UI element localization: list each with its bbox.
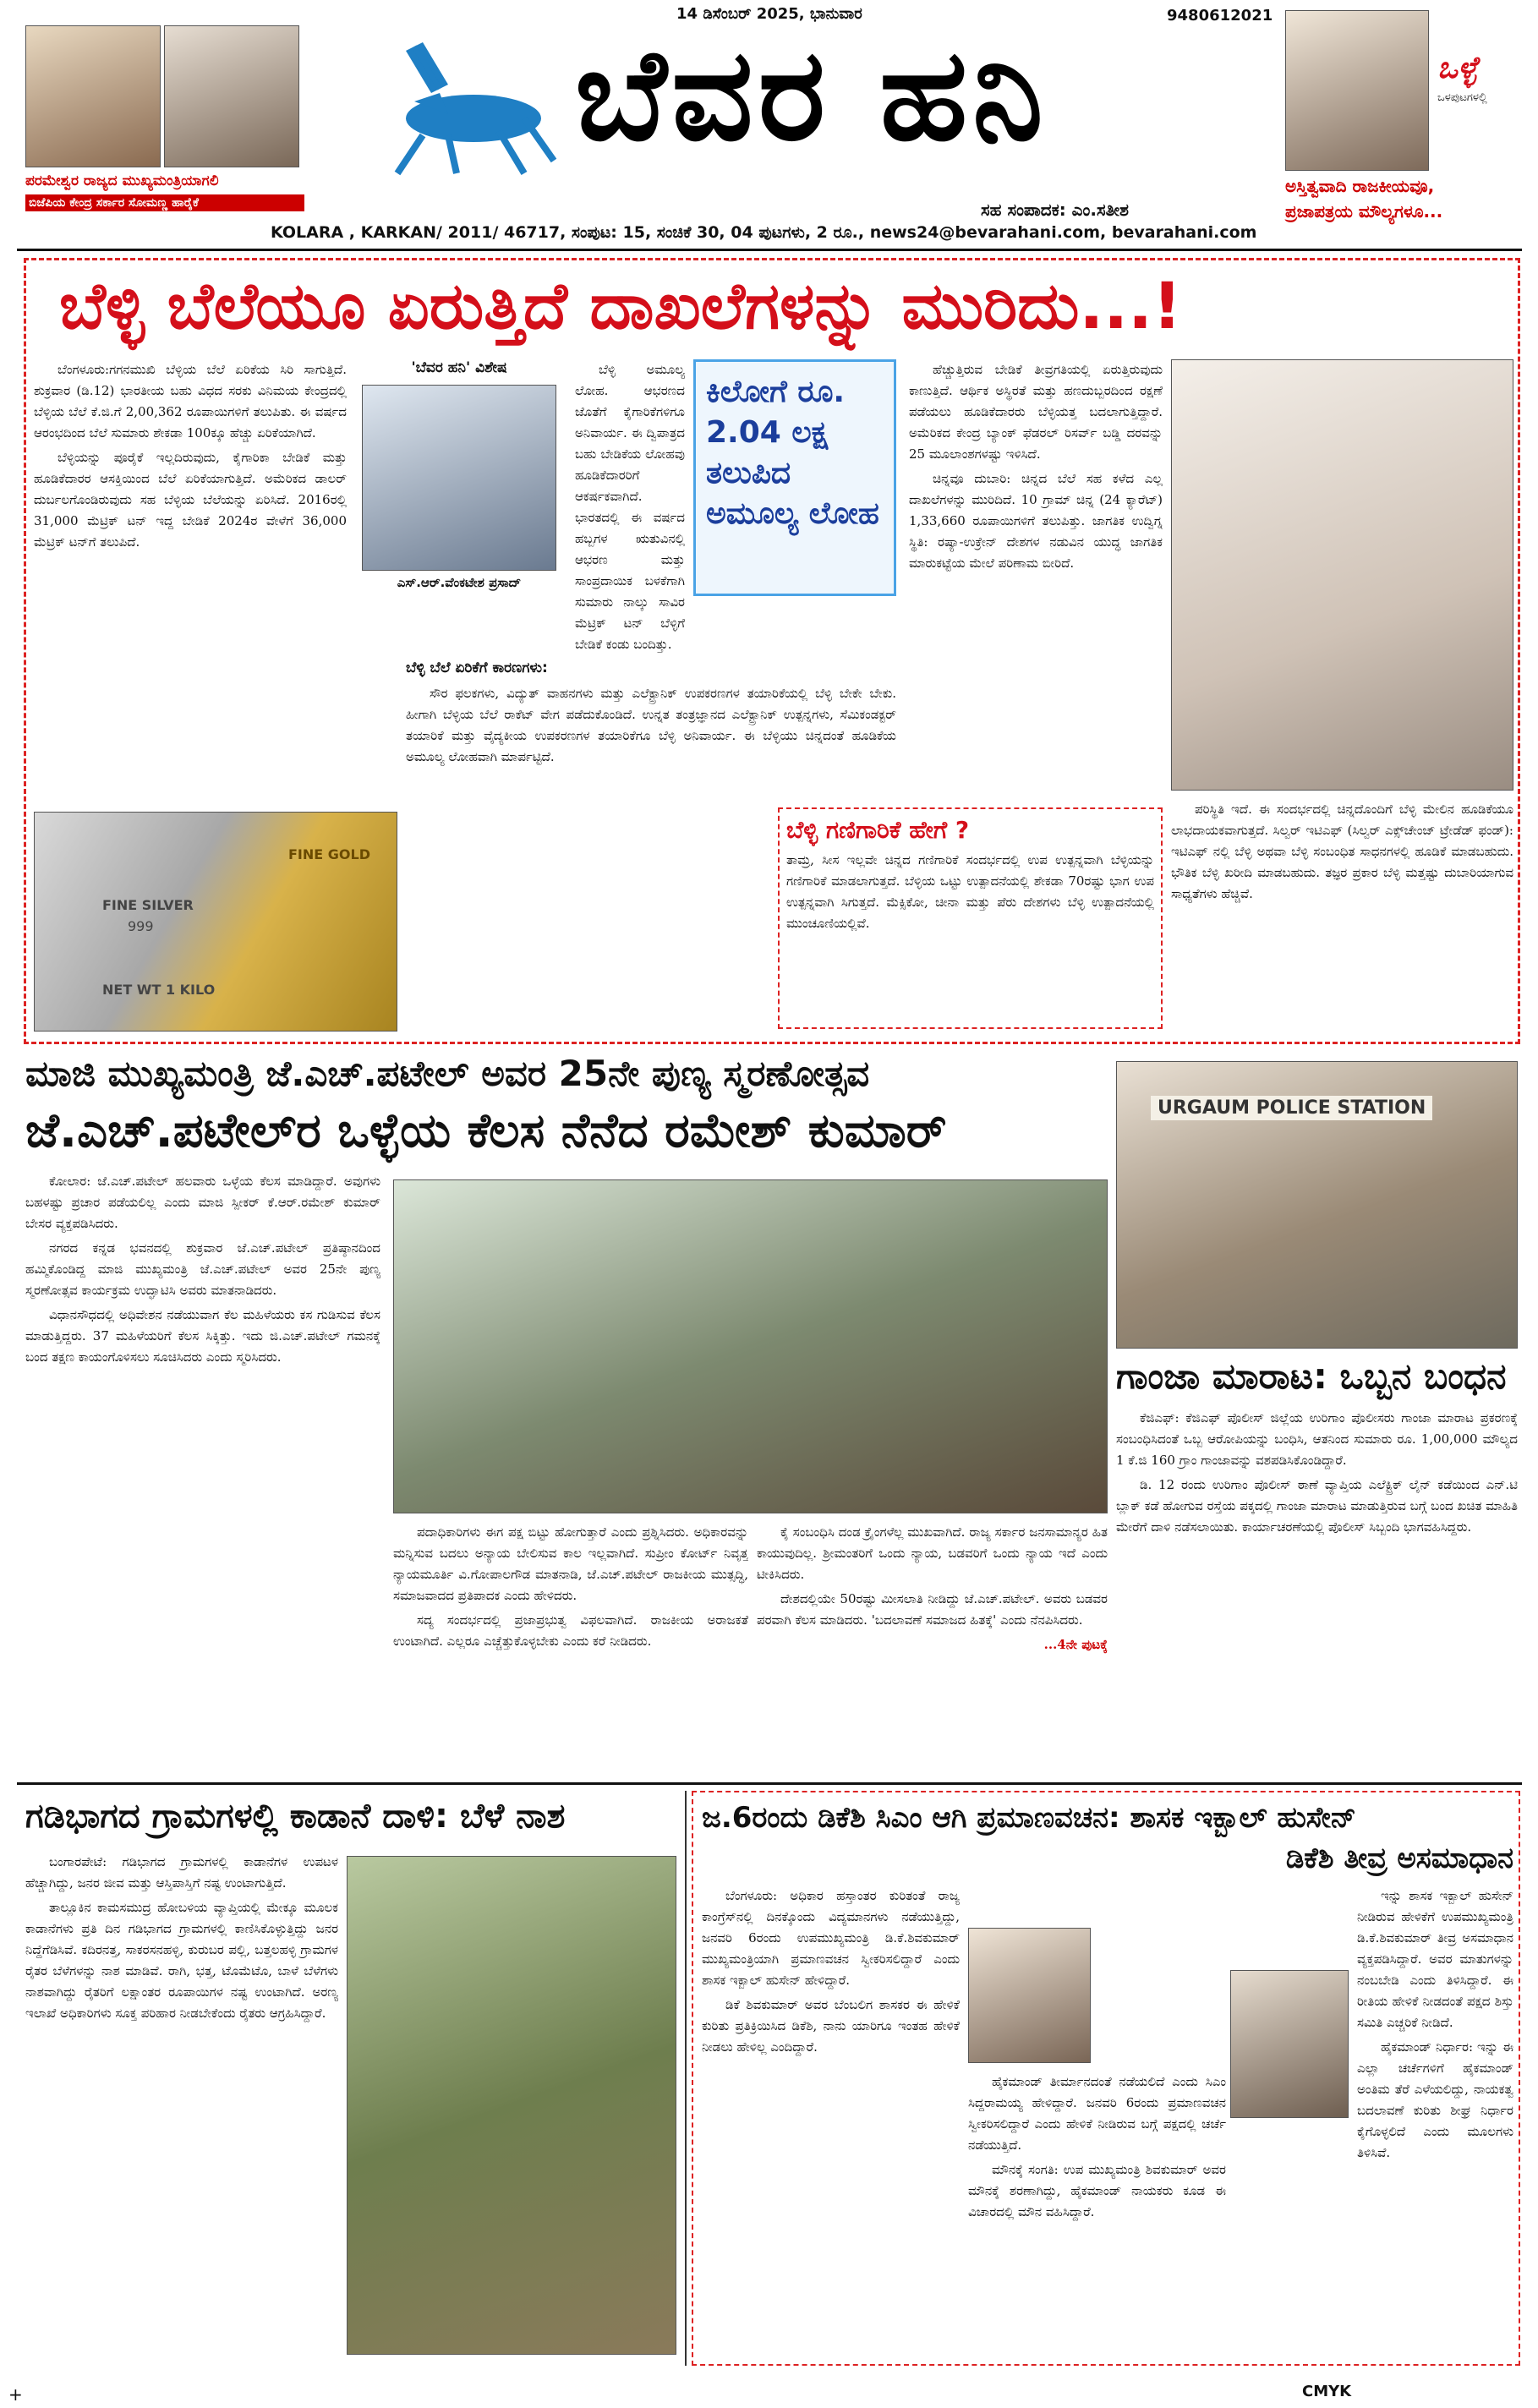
author-name: ಎಸ್.ಆರ್.ವೆಂಕಟೇಶ ಪ್ರಸಾದ್: [397, 575, 522, 590]
left-caption-1: ಪರಮೇಶ್ವರ ರಾಜ್ಯದ ಮುಖ್ಯಮಂತ್ರಿಯಾಗಲಿ: [25, 172, 219, 189]
silver-callout-text: ಕಿಲೋಗೆ ರೂ. 2.04 ಲಕ್ಷ ತಲುಪಿದ ಅಮೂಲ್ಯ ಲೋಹ: [706, 375, 879, 531]
dks-col-1: [702, 1885, 960, 2359]
silver-gold-bars-image: [34, 812, 397, 1032]
ganja-headline: ಗಾಂಜಾ ಮಾರಾಟ: ಒಬ್ಬನ ಬಂಧನ: [1116, 1355, 1507, 1397]
patel-kicker: ಮಾಜಿ ಮುಖ್ಯಮಂತ್ರಿ ಜೆ.ಎಚ್.ಪಟೇಲ್ ಅವರ 25ನೇ ಪುಣ್ಯ ಸ್ಮರಣೋತ್ಸವ: [25, 1053, 870, 1094]
patel-col-3-p2: ದೇಶದಲ್ಲಿಯೇ 50ರಷ್ಟು ಮೀಸಲಾತಿ ನೀಡಿದ್ದು ಜೆ.ಎಚ್.ಪಟೇಲ್. ಅವರು ಬಡವರ ಪರವಾಗಿ ಕೆಲಸ ಮಾಡಿದರು. 'ಬದಲಾವಣೆ ಸಮಾಜದ ಹಿತಕ್ಕೆ' ಎಂದು ನೆನಪಿಸಿದರು.: [757, 1591, 1108, 1628]
elephant-p1: ಬಂಗಾರಪೇಟೆ: ಗಡಿಭಾಗದ ಗ್ರಾಮಗಳಲ್ಲಿ ಕಾಡಾನೆಗಳ ಉಪಟಳ ಹೆಚ್ಚಾಗಿದ್ದು, ಜನರ ಜೀವ ಮತ್ತು ಆಸ್ತಿಪಾಸ್ತಿಗೆ ನಷ್ಟ ಉಂಟಾಗುತ್ತಿದೆ.: [25, 1854, 338, 1891]
silver-col-2a: [575, 359, 685, 655]
silver-col-3: [909, 359, 1163, 816]
patel-col-3: [757, 1522, 1108, 1776]
bar-label-fine-silver: FINE SILVER: [102, 897, 194, 913]
left-caption-2: ಬಿಜೆಪಿಯ ಕೇಂದ್ರ ಸರ್ಕಾರ ಸೋಮಣ್ಣ ಹಾರೈಕೆ: [25, 194, 304, 211]
portrait-siddaramaiah: [1285, 10, 1429, 171]
silver-col-3-p2: ಚಿನ್ನವೂ ದುಬಾರಿ: ಚಿನ್ನದ ಬೆಲೆ ಸಹ ಕಳೆದ ಎಲ್ಲ ದಾಖಲೆಗಳನ್ನು ಮುರಿದಿದೆ. 10 ಗ್ರಾಮ್ ಚಿನ್ನ (24 ಕ್ಯಾರೆಟ್) 1,33,660 ರೂಪಾಯಿಗಳಿಗೆ ತಲುಪಿತ್ತು. ಜಾಗತಿಕ ಉದ್ವಿಗ್ನ ಸ್ಥಿತಿ: ರಷ್ಯಾ-ಉಕ್ರೇನ್ ದೇಶಗಳ ನಡುವಿನ ಯುದ್ಧ ಜಾಗತಿಕ ಮಾರುಕಟ್ಟೆಯ ಮೇಲೆ ಪರಿಣಾಮ ಬೀರಿದೆ.: [909, 471, 1163, 571]
dks-col-1-p2: ಡಿಕೆ ಶಿವಕುಮಾರ್ ಅವರ ಬೆಂಬಲಿಗ ಶಾಸಕರ ಈ ಹೇಳಿಕೆ ಕುರಿತು ಪ್ರತಿಕ್ರಿಯಿಸಿದ ಡಿಕೆಶಿ, ನಾನು ಯಾರಿಗೂ ಇಂತಹ ಹೇಳಿಕೆ ನೀಡಲು ಹೇಳಿಲ್ಲ ಎಂದಿದ್ದಾರೆ.: [702, 1997, 960, 2055]
dks-col-2-p1: ಹೈಕಮಾಂಡ್ ತೀರ್ಮಾನದಂತೆ ನಡೆಯಲಿದೆ ಎಂದು ಸಿಎಂ ಸಿದ್ದರಾಮಯ್ಯ ಹೇಳಿದ್ದಾರೆ. ಜನವರಿ 6ರಂದು ಪ್ರಮಾಣವಚನ ಸ್ವೀಕರಿಸಲಿದ್ದಾರೆ ಎಂದು ಹೇಳಿಕೆ ನೀಡಿರುವ ಬಗ್ಗೆ ಪಕ್ಷದಲ್ಲಿ ಚರ್ಚೆ ನಡೆಯುತ್ತಿದೆ.: [968, 2074, 1226, 2153]
masthead-rule: [17, 249, 1522, 251]
registration-cross-icon: +: [8, 2384, 23, 2405]
patel-headline: ಜೆ.ಎಚ್.ಪಟೇಲ್‌ರ ಒಳ್ಳೆಯ ಕೆಲಸ ನೆನೆದ ರಮೇಶ್ ಕುಮಾರ್: [25, 1103, 947, 1158]
ganja-text: [1116, 1408, 1518, 1776]
editor-line: ಸಹ ಸಂಪಾದಕ: ಎಂ.ಸತೀಶ: [981, 200, 1129, 220]
bar-label-999: 999: [128, 918, 154, 934]
patel-col-1-p2: ನಗರದ ಕನ್ನಡ ಭವನದಲ್ಲಿ ಶುಕ್ರವಾರ ಜೆ.ಎಚ್.ಪಟೇಲ್ ಪ್ರತಿಷ್ಠಾನದಿಂದ ಹಮ್ಮಿಕೊಂಡಿದ್ದ ಮಾಜಿ ಮುಖ್ಯಮಂತ್ರಿ ಜೆ.ಎಚ್.ಪಟೇಲ್ ಅವರ 25ನೇ ಪುಣ್ಯ ಸ್ಮರಣೋತ್ಸವ ಕಾರ್ಯಕ್ರಮ ಉದ್ಘಾಟಿಸಿ ಅವರು ಮಾತನಾಡಿದರು.: [25, 1240, 380, 1298]
bar-label-fine-gold: FINE GOLD: [288, 846, 370, 862]
special-tag: 'ಬೆವರ ಹನಿ' ವಿಶೇಷ: [411, 359, 507, 376]
jewellery-model-image: [1171, 359, 1513, 791]
silver-col-2-p2: ಸೌರ ಫಲಕಗಳು, ವಿದ್ಯುತ್ ವಾಹನಗಳು ಮತ್ತು ಎಲೆಕ್ಟ್ರಾನಿಕ್ ಉಪಕರಣಗಳ ತಯಾರಿಕೆಯಲ್ಲಿ ಬೆಳ್ಳಿ ಬೇಕೇ ಬೇಕು. ಹೀಗಾಗಿ ಬೆಳ್ಳಿಯ ಬೆಲೆ ರಾಕೆಟ್ ವೇಗ ಪಡೆದುಕೊಂಡಿದೆ. ಉನ್ನತ ತಂತ್ರಜ್ಞಾನದ ಎಲೆಕ್ಟ್ರಾನಿಕ್ ಉತ್ಪನ್ನಗಳು, ಸೆಮಿಕಂಡಕ್ಟರ್ ತಯಾರಿಕೆ ಮತ್ತು ವೈದ್ಯಕೀಯ ಉಪಕರಣಗಳ ತಯಾರಿಕೆಗೂ ಬೆಳ್ಳಿ ಅನಿವಾರ್ಯ. ಈ ಬೆಳ್ಳಿಯು ಚಿನ್ನದಂತೆ ಹೂಡಿಕೆಯ ಅಮೂಲ್ಯ ಲೋಹವಾಗಿ ಮಾರ್ಪಟ್ಟಿದೆ.: [406, 686, 896, 764]
silver-mining-box: [778, 807, 1163, 1029]
author-photo: [362, 385, 556, 571]
station-sign: URGAUM POLICE STATION: [1151, 1096, 1432, 1120]
registration-line: KOLARA , KARKAN/ 2011/ 46717, ಸಂಪುಟ: 15, ಸಂಚಿಕೆ 30, 04 ಪುಟಗಳು, 2 ರೂ., news24@bevarahani.com, bevarahani.com: [271, 223, 1257, 242]
dks-headline: ಜ.6ರಂದು ಡಿಕೆಶಿ ಸಿಎಂ ಆಗಿ ಪ್ರಮಾಣವಚನ: ಶಾಸಕ ಇಕ್ಬಾಲ್ ಹುಸೇನ್: [702, 1801, 1356, 1835]
crop-damage-photo: [347, 1856, 676, 2355]
dks-subhead: ಡಿಕೆಶಿ ತೀವ್ರ ಅಸಮಾಧಾನ: [1285, 1842, 1513, 1875]
portrait-iqbal-hussain: [968, 1928, 1091, 2063]
silver-col-1-p2: ಬೆಳ್ಳಿಯನ್ನು ಪೂರೈಕೆ ಇಲ್ಲದಿರುವುದು, ಕೈಗಾರಿಕಾ ಬೇಡಿಕೆ ಮತ್ತು ಹೂಡಿಕೆದಾರರ ಆಸಕ್ತಿಯಿಂದ ಬೆಲೆ ಏರಿಕೆಯಾಗುತ್ತಿದೆ. ಅಮೆರಿಕದ ಡಾಲರ್ ದುರ್ಬಲಗೊಂಡಿರುವುದು ಸಹ ಬೆಳ್ಳಿಯ ಬೆಲೆಯನ್ನು ಏರಿಸಿದೆ. 2016ರಲ್ಲಿ 31,000 ಮೆಟ್ರಿಕ್ ಟನ್ ಇದ್ದ ಬೇಡಿಕೆ 2024ರ ವೇಳೆಗೆ 36,000 ಮೆಟ್ರಿಕ್ ಟನ್‌ಗೆ ತಲುಪಿದೆ.: [34, 450, 347, 550]
dks-col-3-p1: ಇನ್ನು ಶಾಸಕ ಇಕ್ಬಾಲ್ ಹುಸೇನ್ ನೀಡಿರುವ ಹೇಳಿಕೆಗೆ ಉಪಮುಖ್ಯಮಂತ್ರಿ ಡಿ.ಕೆ.ಶಿವಕುಮಾರ್ ತೀವ್ರ ಅಸಮಾಧಾನ ವ್ಯಕ್ತಪಡಿಸಿದ್ದಾರೆ. ಅವರ ಮಾತುಗಳನ್ನು ನಂಬಬೇಡಿ ಎಂದು ತಿಳಿಸಿದ್ದಾರೆ. ಈ ರೀತಿಯ ಹೇಳಿಕೆ ನೀಡದಂತೆ ಪಕ್ಷದ ಶಿಸ್ತು ಸಮಿತಿ ಎಚ್ಚರಿಕೆ ನೀಡಿದೆ.: [1357, 1888, 1513, 2030]
right-logo-word: ಒಳ್ಳೆ: [1437, 51, 1478, 85]
portrait-parameshwara: [25, 25, 161, 167]
patel-col-2: [393, 1522, 748, 1776]
masthead: [0, 0, 1538, 254]
patel-col-3-p1: ಕೈ ಸಂಬಂಧಿಸಿ ದಂಡ ಕ್ರೈಂಗಳೆಲ್ಲ ಮುಖವಾಗಿದೆ. ರಾಜ್ಯ ಸರ್ಕಾರ ಜನಸಾಮಾನ್ಯರ ಹಿತ ಕಾಯುವುದಿಲ್ಲ. ಶ್ರೀಮಂತರಿಗೆ ಒಂದು ನ್ಯಾಯ, ಬಡವರಿಗೆ ಒಂದು ನ್ಯಾಯ ಇದೆ ಎಂದು ಟೀಕಿಸಿದರು.: [757, 1524, 1108, 1582]
ganja-p2: ಡಿ. 12 ರಂದು ಉರಿಗಾಂ ಪೊಲೀಸ್ ಠಾಣೆ ವ್ಯಾಪ್ತಿಯ ಎಲೆಕ್ಟ್ರಿಕ್ ಲೈನ್ ಕಡೆಯಿಂದ ಎನ್.ಟಿ ಬ್ಲಾಕ್ ಕಡೆ ಹೋಗುವ ರಸ್ತೆಯ ಪಕ್ಕದಲ್ಲಿ ಗಾಂಜಾ ಮಾರಾಟ ಮಾಡುತ್ತಿರುವ ಬಗ್ಗೆ ಬಂದ ಖಚಿತ ಮಾಹಿತಿ ಮೇರೆಗೆ ದಾಳಿ ನಡೆಸಲಾಯಿತು. ಕಾರ್ಯಾಚರಣೆಯಲ್ಲಿ ಪೊಲೀಸ್ ಸಿಬ್ಬಂದಿ ಭಾಗವಹಿಸಿದ್ದರು.: [1116, 1477, 1518, 1535]
ganja-p1: ಕೆಜಿಎಫ್: ಕೆಜಿಎಫ್ ಪೊಲೀಸ್ ಜಿಲ್ಲೆಯ ಉರಿಗಾಂ ಪೊಲೀಸರು ಗಾಂಜಾ ಮಾರಾಟ ಪ್ರಕರಣಕ್ಕೆ ಸಂಬಂಧಿಸಿದಂತೆ ಒಬ್ಬ ಆರೋಪಿಯನ್ನು ಬಂಧಿಸಿ, ಆತನಿಂದ ಸುಮಾರು ರೂ. 1,00,000 ಮೌಲ್ಯದ 1 ಕೆ.ಜಿ 160 ಗ್ರಾಂ ಗಾಂಜಾವನ್ನು ವಶಪಡಿಸಿಕೊಂಡಿದ್ದಾರೆ.: [1116, 1410, 1518, 1468]
newspaper-title: ಬೆವರ ಹನಿ: [575, 22, 1048, 169]
date-line: 14 ಡಿಸೆಂಬರ್ 2025, ಭಾನುವಾರ: [676, 5, 862, 23]
patel-event-photo: [393, 1179, 1108, 1513]
antelope-logo-icon: [355, 34, 558, 178]
silver-col-3-p1: ಹೆಚ್ಚುತ್ತಿರುವ ಬೇಡಿಕೆ ತೀವ್ರಗತಿಯಲ್ಲಿ ಏರುತ್ತಿರುವುದು ಕಾಣುತ್ತಿದೆ. ಆರ್ಥಿಕ ಅಸ್ಥಿರತೆ ಮತ್ತು ಹಣದುಬ್ಬರದಿಂದ ರಕ್ಷಣೆ ಪಡೆಯಲು ಹೂಡಿಕೆದಾರರು ಬೆಳ್ಳಿಯತ್ತ ಬದಲಾಗುತ್ತಿದ್ದಾರೆ. ಅಮೆರಿಕದ ಕೇಂದ್ರ ಬ್ಯಾಂಕ್ ಫೆಡರಲ್ ರಿಸರ್ವ್ ಬಡ್ಡಿ ದರವನ್ನು 25 ಮೂಲಾಂಶಗಳಷ್ಟು ಇಳಿಸಿದೆ.: [909, 362, 1163, 462]
phone-number: 9480612021: [1167, 7, 1273, 25]
silver-right-p1: ಪರಿಸ್ಥಿತಿ ಇದೆ. ಈ ಸಂದರ್ಭದಲ್ಲಿ ಚಿನ್ನದೊಂದಿಗೆ ಬೆಳ್ಳಿ ಮೇಲಿನ ಹೂಡಿಕೆಯೂ ಲಾಭದಾಯಕವಾಗುತ್ತದೆ. ಸಿಲ್ವರ್ ಇಟಿಎಫ್ (ಸಿಲ್ವರ್ ಎಕ್ಸ್‌ಚೇಂಜ್ ಟ್ರೇಡೆಡ್ ಫಂಡ್): ಇಟಿಎಫ್ ನಲ್ಲಿ ಬೆಳ್ಳಿ ಅಥವಾ ಬೆಳ್ಳಿ ಸಂಬಂಧಿತ ಸಾಧನಗಳಲ್ಲಿ ಹೂಡಿಕೆ ಮಾಡಬಹುದು. ಭೌತಿಕ ಬೆಳ್ಳಿ ಖರೀದಿ ಮಾಡಬಹುದು. ತಜ್ಞರ ಪ್ರಕಾರ ಬೆಳ್ಳಿ ಮತ್ತಷ್ಟು ದುಬಾರಿಯಾಗುವ ಸಾಧ್ಯತೆಗಳು ಹೆಚ್ಚಿವೆ.: [1171, 802, 1513, 901]
cmyk-label: CMYK: [1302, 2383, 1352, 2400]
section-rule-lower: [17, 1782, 1522, 1785]
patel-col-1: [25, 1171, 380, 1776]
bar-label-net-wt: NET WT 1 KILO: [102, 982, 216, 998]
right-logo-sub: ಒಳಪುಟಗಳಲ್ಲಿ: [1437, 91, 1487, 104]
silver-col-1-p1: ಬೆಂಗಳೂರು:ಗಗನಮುಖಿ ಬೆಳ್ಳಿಯ ಬೆಲೆ ಏರಿಕೆಯ ಸಿರಿ ಸಾಗುತ್ತಿದೆ. ಶುಕ್ರವಾರ (ಡಿ.12) ಭಾರತೀಯ ಬಹು ವಿಧದ ಸರಕು ವಿನಿಮಯ ಕೇಂದ್ರದಲ್ಲಿ ಬೆಳ್ಳಿಯ ಬೆಲೆ ಕೆ.ಜಿ.ಗೆ 2,00,362 ರೂಪಾಯಿಗಳಿಗೆ ತಲುಪಿತು. ಈ ವರ್ಷದ ಆರಂಭದಿಂದ ಬೆಲೆ ಸುಮಾರು ಶೇಕಡಾ 100ಕ್ಕೂ ಹೆಚ್ಚು ಏರಿಕೆಯಾಗಿದೆ.: [34, 362, 347, 441]
silver-box-text: ತಾಮ್ರ, ಸೀಸ ಇಲ್ಲವೇ ಚಿನ್ನದ ಗಣಿಗಾರಿಕೆ ಸಂದರ್ಭದಲ್ಲಿ ಉಪ ಉತ್ಪನ್ನವಾಗಿ ಬೆಳ್ಳಿಯನ್ನು ಗಣಿಗಾರಿಕೆ ಮಾಡಲಾಗುತ್ತದೆ. ಬೆಳ್ಳಿಯ ಒಟ್ಟು ಉತ್ಪಾದನೆಯಲ್ಲಿ ಶೇಕಡಾ 70ರಷ್ಟು ಭಾಗ ಉಪ ಉತ್ಪನ್ನವಾಗಿ ಸಿಗುತ್ತದೆ. ಮೆಕ್ಸಿಕೋ, ಚೀನಾ ಮತ್ತು ಪೆರು ದೇಶಗಳು ಬೆಳ್ಳಿ ಉತ್ಪಾದನೆಯಲ್ಲಿ ಮುಂಚೂಣಿಯಲ್ಲಿವೆ.: [786, 852, 1154, 931]
portrait-somanna: [164, 25, 299, 167]
silver-col-2-p1: ಬೆಳ್ಳಿ ಅಮೂಲ್ಯ ಲೋಹ. ಆಭರಣದ ಜೊತೆಗೆ ಕೈಗಾರಿಕೆಗಳಿಗೂ ಅನಿವಾರ್ಯ. ಈ ದ್ವಿಪಾತ್ರದ ಬಹು ಬೇಡಿಕೆಯ ಲೋಹವು ಹೂಡಿಕೆದಾರರಿಗೆ ಆಕರ್ಷಕವಾಗಿದೆ. ಭಾರತದಲ್ಲಿ ಈ ವರ್ಷದ ಹಬ್ಬಗಳ ಋತುವಿನಲ್ಲಿ ಆಭರಣ ಮತ್ತು ಸಾಂಪ್ರದಾಯಿಕ ಬಳಕೆಗಾಗಿ ಸುಮಾರು ನಾಲ್ಕು ಸಾವಿರ ಮೆಟ್ರಿಕ್ ಟನ್ ಬೆಳ್ಳಿಗೆ ಬೇಡಿಕೆ ಕಂಡು ಬಂದಿತ್ತು.: [575, 362, 685, 652]
elephant-headline: ಗಡಿಭಾಗದ ಗ್ರಾಮಗಳಲ್ಲಿ ಕಾಡಾನೆ ದಾಳಿ: ಬೆಳೆ ನಾಶ: [25, 1797, 566, 1836]
patel-col-1-p3: ವಿಧಾನಸೌಧದಲ್ಲಿ ಅಧಿವೇಶನ ನಡೆಯುವಾಗ ಕೆಲ ಮಹಿಳೆಯರು ಕಸ ಗುಡಿಸುವ ಕೆಲಸ ಮಾಡುತ್ತಿದ್ದರು. 37 ಮಹಿಳೆಯರಿಗೆ ಕೆಲಸ ಸಿಕ್ಕಿತ್ತು. ಇದು ಜಿ.ಎಚ್.ಪಟೇಲ್ ಗಮನಕ್ಕೆ ಬಂದ ತಕ್ಷಣ ಕಾಯಂಗೊಳಿಸಲು ಸೂಚಿಸಿದರು ಎಂದು ಸ್ಮರಿಸಿದರು.: [25, 1307, 380, 1365]
silver-right-col: [1171, 799, 1513, 1032]
silver-headline: ಬೆಳ್ಳಿ ಬೆಲೆಯೂ ಏರುತ್ತಿದೆ ದಾಖಲೆಗಳನ್ನು ಮುರಿದು...!: [59, 268, 1182, 343]
dks-col-2-p2: ಮೌನಕ್ಕೆ ಸಂಗತಿ: ಉಪ ಮುಖ್ಯಮಂತ್ರಿ ಶಿವಕುಮಾರ್ ಅವರ ಮೌನಕ್ಕೆ ಶರಣಾಗಿದ್ದು, ಹೈಕಮಾಂಡ್ ನಾಯಕರು ಕೂಡ ಈ ವಿಚಾರದಲ್ಲಿ ಮೌನ ವಹಿಸಿದ್ದಾರೆ.: [968, 2162, 1226, 2219]
right-caption-1: ಅಸ್ತಿತ್ವವಾದಿ ರಾಜಕೀಯವೂ,: [1285, 176, 1435, 196]
cmyk-marks: [1302, 2383, 1351, 2400]
lower-divider: [685, 1791, 687, 2366]
dks-col-2: [968, 2071, 1226, 2359]
police-station-photo: [1116, 1061, 1518, 1349]
silver-col-1: [34, 359, 347, 799]
elephant-p2: ತಾಲ್ಲೂಕಿನ ಕಾಮಸಮುದ್ರ ಹೋಬಳಿಯ ವ್ಯಾಪ್ತಿಯಲ್ಲಿ ಮೇಕ್ಕೂ ಮೂಲಕ ಕಾಡಾನೆಗಳು ಪ್ರತಿ ದಿನ ಗಡಿಭಾಗದ ಗ್ರಾಮಗಳಲ್ಲಿ ಕಾಣಿಸಿಕೊಳ್ಳುತ್ತಿದ್ದು ಜನರ ನಿದ್ದೆಗೆಡಿಸಿವೆ. ಕದಿರನತ್ತ, ಸಾಕರಸನಹಳ್ಳಿ, ಕುರುಬರ ಪಲ್ಲಿ, ಬತ್ತಲಹಳ್ಳಿ ಗ್ರಾಮಗಳ ರೈತರ ಬೆಳೆಗಳನ್ನು ನಾಶ ಮಾಡಿವೆ. ರಾಗಿ, ಭತ್ತ, ಟೊಮೆಟೊ, ಬಾಳೆ ಬೆಳೆಗಳು ನಾಶವಾಗಿದ್ದು ರೈತರಿಗೆ ಲಕ್ಷಾಂತರ ರೂಪಾಯಿಗಳ ನಷ್ಟ ಉಂಟಾಗಿದೆ. ಅರಣ್ಯ ಇಲಾಖೆ ಅಧಿಕಾರಿಗಳು ಸೂಕ್ತ ಪರಿಹಾರ ನೀಡಬೇಕೆಂದು ರೈತರು ಆಗ್ರಹಿಸಿದ್ದಾರೆ.: [25, 1900, 338, 2021]
patel-col-2-p1: ಪದಾಧಿಕಾರಿಗಳು ಈಗ ಪಕ್ಷ ಬಿಟ್ಟು ಹೋಗುತ್ತಾರೆ ಎಂದು ಪ್ರಶ್ನಿಸಿದರು. ಅಧಿಕಾರವನ್ನು ಮನ್ನಿಸುವ ಬದಲು ಅನ್ಯಾಯ ಬೇಲಿಸುವ ಕಾಲ ಇಲ್ಲವಾಗಿದೆ. ಸುಪ್ರೀಂ ಕೋರ್ಟ್ ನಿವೃತ್ತ ನ್ಯಾಯಮೂರ್ತಿ ವಿ.ಗೋಪಾಲಗೌಡ ಮಾತನಾಡಿ, ಜೆ.ಎಚ್.ಪಟೇಲ್ ರಾಜಕೀಯ ಮುತ್ಸದ್ಧಿ, ಸಮಾಜವಾದದ ಪ್ರತಿಪಾದಕ ಎಂದು ಹೇಳಿದರು.: [393, 1524, 748, 1603]
dks-col-3: [1230, 1885, 1513, 2359]
silver-callout: [693, 359, 896, 596]
elephant-text: [25, 1852, 338, 2359]
dks-col-3-p2: ಹೈಕಮಾಂಡ್ ನಿರ್ಧಾರ: ಇನ್ನು ಈ ಎಲ್ಲಾ ಚರ್ಚೆಗಳಿಗೆ ಹೈಕಮಾಂಡ್ ಅಂತಿಮ ತೆರೆ ಎಳೆಯಲಿದ್ದು, ನಾಯಕತ್ವ ಬದಲಾವಣೆ ಕುರಿತು ಶೀಘ್ರ ನಿರ್ಧಾರ ಕೈಗೊಳ್ಳಲಿದೆ ಎಂದು ಮೂಲಗಳು ತಿಳಿಸಿವೆ.: [1357, 2039, 1513, 2160]
patel-col-2-p2: ಸದ್ಯ ಸಂದರ್ಭದಲ್ಲಿ ಪ್ರಜಾಪ್ರಭುತ್ವ ವಿಫಲವಾಗಿದೆ. ರಾಜಕೀಯ ಅರಾಜಕತೆ ಉಂಟಾಗಿದೆ. ಎಲ್ಲರೂ ಎಚ್ಚೆತ್ತುಕೊಳ್ಳಬೇಕು ಎಂದು ಕರೆ ನೀಡಿದರು.: [393, 1612, 748, 1649]
patel-col-1-p1: ಕೋಲಾರ: ಜೆ.ಎಚ್.ಪಟೇಲ್ ಹಲವಾರು ಒಳ್ಳೆಯ ಕೆಲಸ ಮಾಡಿದ್ದಾರೆ. ಅವುಗಳು ಬಹಳಷ್ಟು ಪ್ರಚಾರ ಪಡೆಯಲಿಲ್ಲ ಎಂದು ಮಾಜಿ ಸ್ಪೀಕರ್ ಕೆ.ಆರ್.ರಮೇಶ್ ಕುಮಾರ್ ಬೇಸರ ವ್ಯಕ್ತಪಡಿಸಿದರು.: [25, 1174, 380, 1231]
silver-subhead-price: ಬೆಳ್ಳಿ ಬೆಲೆ ಏರಿಕೆಗೆ ಕಾರಣಗಳು:: [406, 659, 548, 676]
patel-continued-link[interactable]: ...4ನೇ ಪುಟಕ್ಕೆ: [1043, 1637, 1108, 1652]
right-caption-2: ಪ್ರಜಾಪತ್ರಯ ಮೌಲ್ಯಗಳೂ...: [1285, 201, 1443, 222]
dks-col-1-p1: ಬೆಂಗಳೂರು: ಅಧಿಕಾರ ಹಸ್ತಾಂತರ ಕುರಿತಂತೆ ರಾಜ್ಯ ಕಾಂಗ್ರೆಸ್‌ನಲ್ಲಿ ದಿನಕ್ಕೊಂದು ವಿದ್ಯಮಾನಗಳು ನಡೆಯುತ್ತಿದ್ದು, ಜನವರಿ 6ರಂದು ಉಪಮುಖ್ಯಮಂತ್ರಿ ಡಿ.ಕೆ.ಶಿವಕುಮಾರ್ ಮುಖ್ಯಮಂತ್ರಿಯಾಗಿ ಪ್ರಮಾಣವಚನ ಸ್ವೀಕರಿಸಲಿದ್ದಾರೆ ಎಂದು ಶಾಸಕ ಇಕ್ಬಾಲ್ ಹುಸೇನ್ ಹೇಳಿದ್ದಾರೆ.: [702, 1888, 960, 1988]
silver-box-subhead: ಬೆಳ್ಳಿ ಗಣಿಗಾರಿಕೆ ಹೇಗೆ ?: [786, 816, 970, 844]
